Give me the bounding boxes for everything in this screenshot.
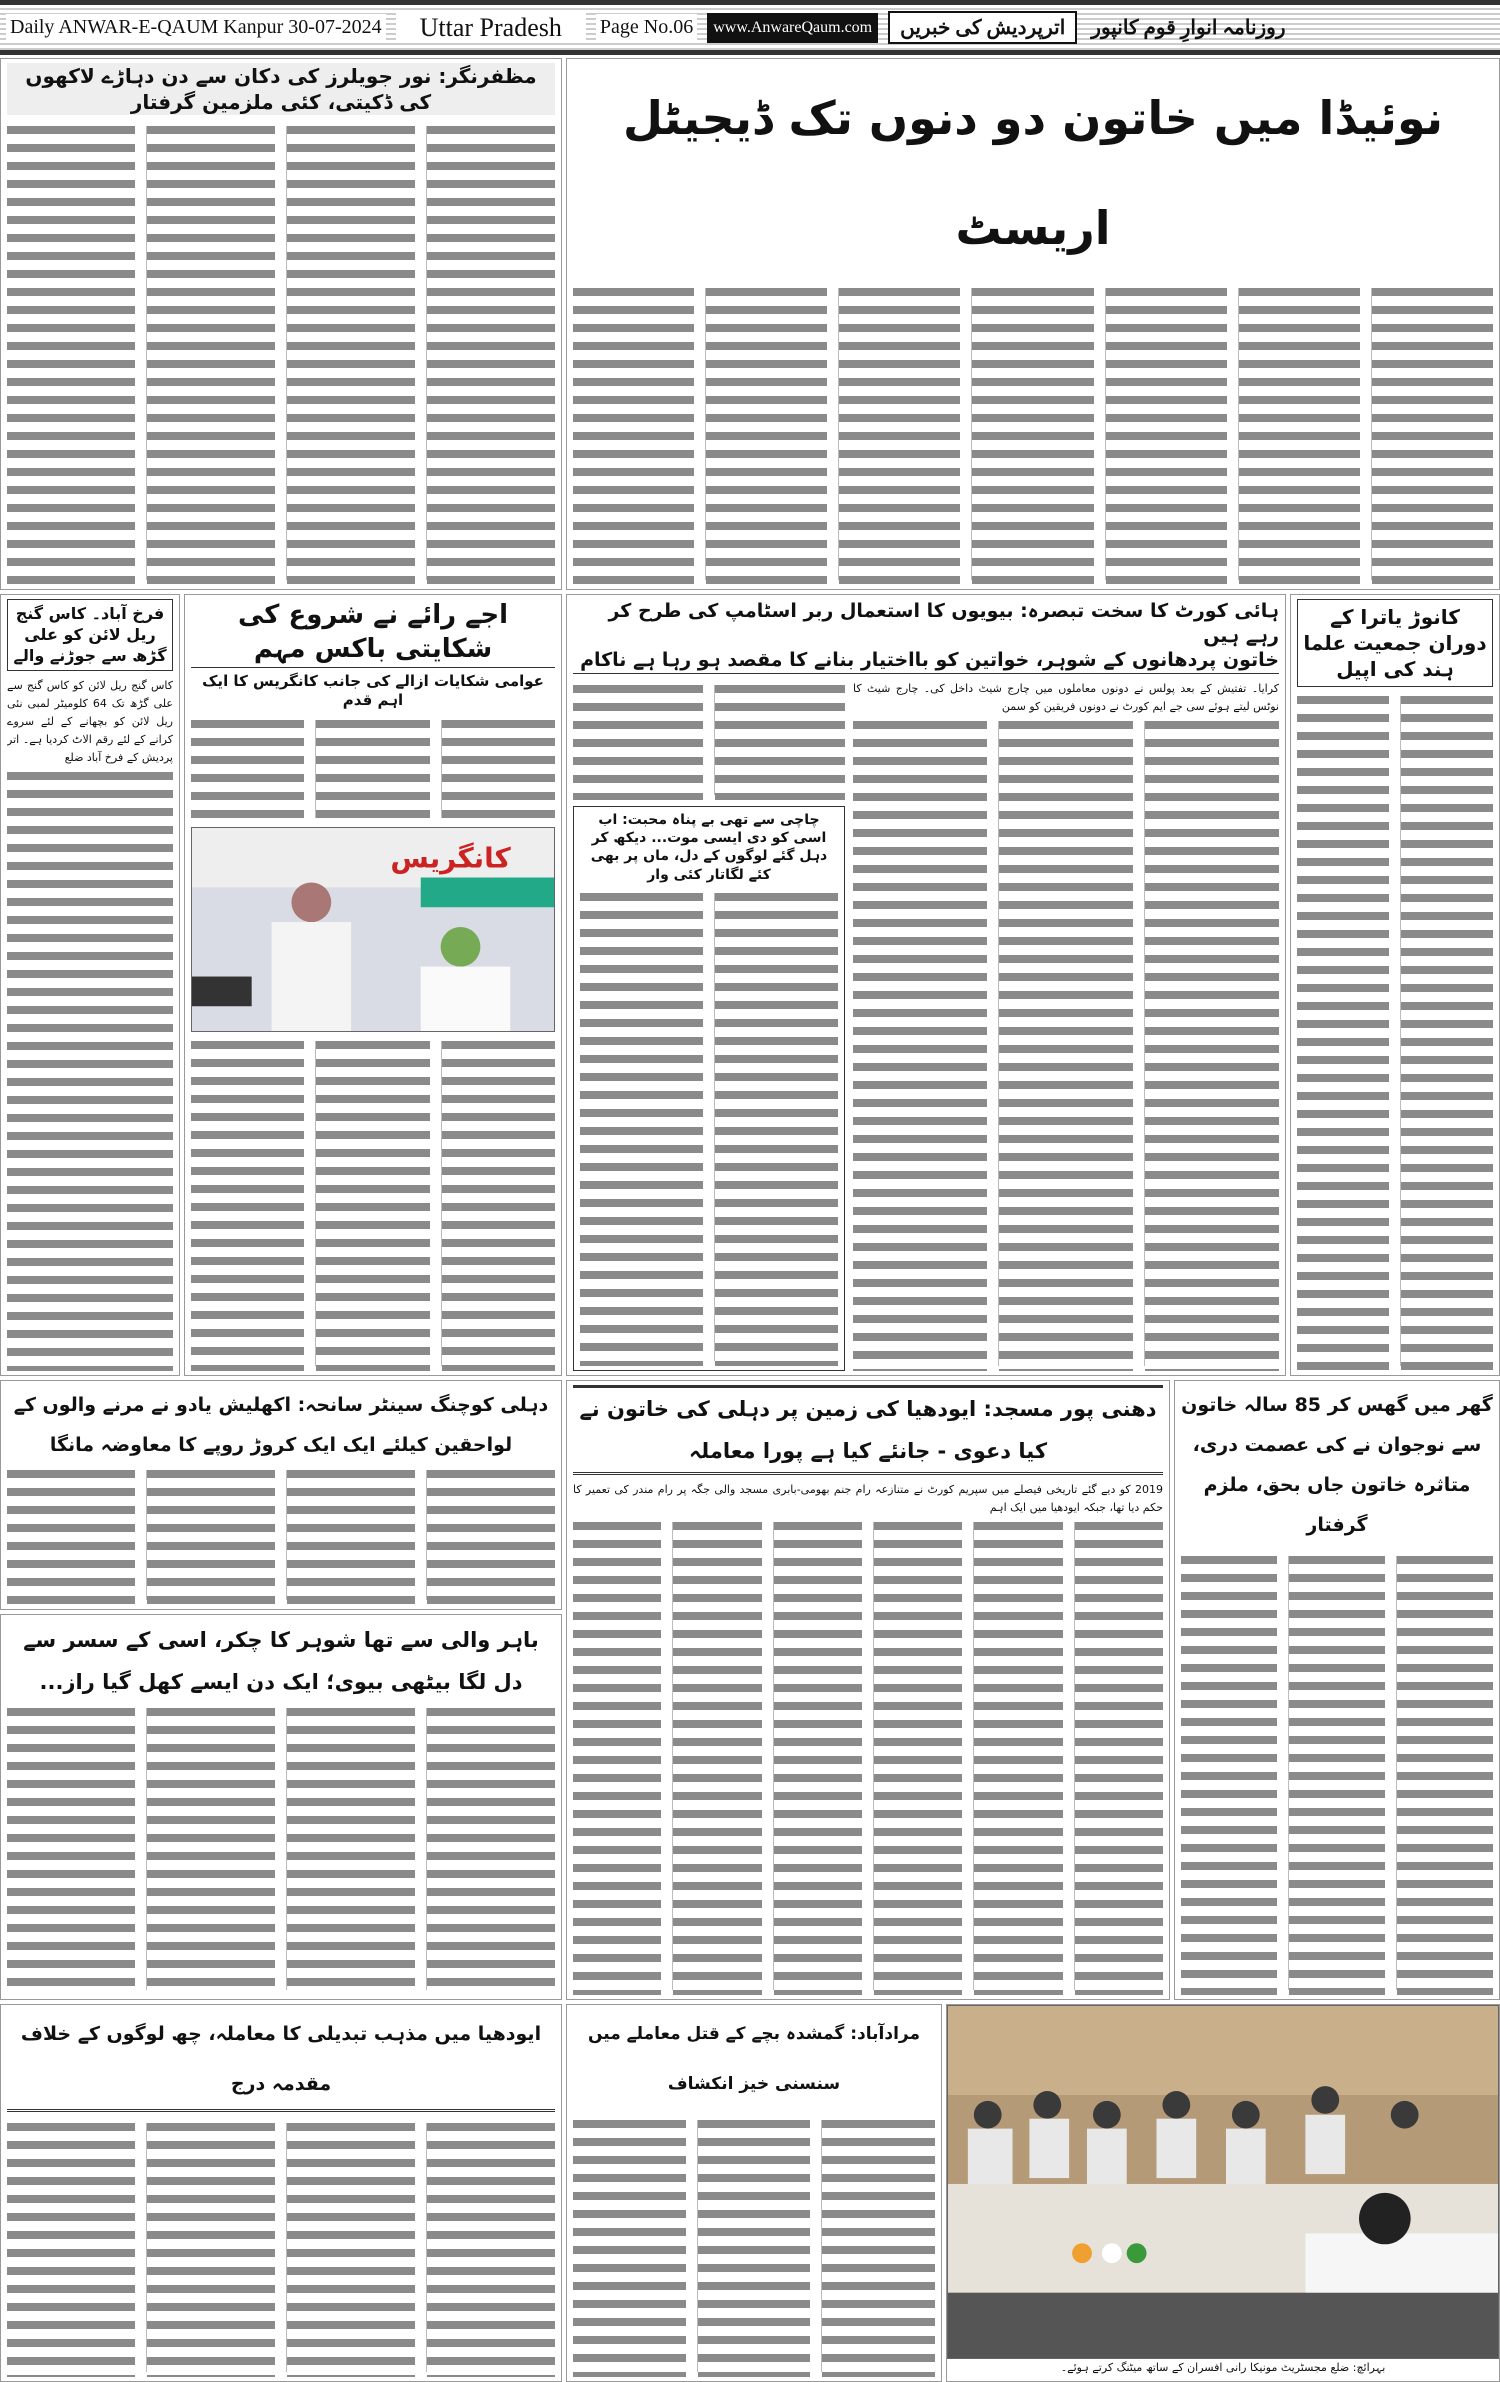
text-column xyxy=(573,283,694,585)
text-column xyxy=(1297,691,1389,1371)
text-column xyxy=(287,2118,415,2377)
story-farrukhabad xyxy=(0,594,180,1376)
text-column xyxy=(442,1036,555,1371)
story-bahrwali xyxy=(0,1614,562,2000)
text-column xyxy=(580,888,703,1366)
article-body xyxy=(7,2118,555,2377)
text-column xyxy=(822,2115,935,2377)
text-columns xyxy=(7,767,173,1371)
text-column xyxy=(573,1517,661,1995)
article-text: کاس گنج ریل لائن کو کاس گنج سے علی گڑھ تک 64 کلومیٹر لمبی نئی ریل لائن کو بچھانے کے لئے سروے کرانے کے لئے رقم الاٹ کردیا ہے۔ اتر پردیش کے فرخ آباد ضلع xyxy=(7,679,173,765)
photo-caption: بہرائچ: ضلع مجسٹریٹ مونیکا رانی افسران کے ساتھ میٹنگ کرتے ہوئے۔ xyxy=(1060,2361,1386,2374)
text-columns xyxy=(7,2118,555,2377)
article-body xyxy=(580,888,838,1366)
text-column xyxy=(427,2118,555,2377)
headline: نوئیڈا میں خاتون دو دنوں تک ڈیجیٹل اریسٹ xyxy=(622,91,1444,255)
article-body xyxy=(7,1703,555,1995)
story-dhanipur xyxy=(566,1380,1170,2000)
page-number: Page No.06 xyxy=(596,14,697,41)
story-delhi xyxy=(0,1380,562,1610)
text-column xyxy=(839,283,960,585)
text-columns xyxy=(573,2115,935,2377)
headline: مرادآباد: گمشدہ بچے کے قتل معاملے میں سنسنی خیز انکشاف xyxy=(587,2024,921,2094)
text-column xyxy=(427,1703,555,1995)
headline: باہر والی سے تھا شوہر کا چکر، اسی کے سسر سے دل لگا بیٹھی بیوی؛ ایک دن ایسے کھل گیا راز... xyxy=(23,1628,539,1694)
text-column xyxy=(7,767,173,1371)
headline: کانوڑ یاترا کے دوران جمعیت علما ہند کی اپیل xyxy=(1297,599,1493,687)
text-columns xyxy=(191,715,555,823)
text-column xyxy=(874,1517,962,1995)
headline: گھر میں گھس کر 85 سالہ خاتون سے نوجوان نے کی عصمت دری، متاثرہ خاتون جاں بحق، ملزم گرفتار xyxy=(1181,1394,1493,1536)
text-columns xyxy=(7,121,555,585)
headline: ایودھیا میں مذہب تبدیلی کا معاملہ، چھ لوگوں کے خلاف مقدمہ درج xyxy=(7,2009,555,2112)
text-columns xyxy=(573,1517,1163,1995)
text-column xyxy=(715,680,845,800)
text-column xyxy=(287,1465,415,1605)
section-title: Uttar Pradesh xyxy=(396,13,586,43)
text-columns xyxy=(1181,1551,1493,1995)
masthead xyxy=(0,0,1500,55)
text-column xyxy=(427,1465,555,1605)
text-columns xyxy=(580,888,838,1366)
headline: فرخ آباد۔ کاس گنج ریل لائن کو علی گڑھ سے جوڑنے والے xyxy=(7,599,173,671)
text-column xyxy=(147,121,275,585)
story-ayodhya xyxy=(0,2004,562,2382)
text-column xyxy=(573,680,703,800)
text-column xyxy=(427,121,555,585)
urdu-section-title: اترپردیش کی خبریں xyxy=(888,11,1077,44)
headline: ہائی کورٹ کا سخت تبصرہ: بیویوں کا استعمال ربر اسٹامپ کی طرح کر رہے ہیں xyxy=(608,600,1279,647)
story-highcourt xyxy=(566,594,1286,1376)
article-body xyxy=(573,283,1493,585)
text-column xyxy=(316,715,429,823)
article-body xyxy=(1181,1551,1493,1995)
text-column xyxy=(1106,283,1227,585)
article-body xyxy=(191,715,555,823)
headline-line-2: خاتون پردھانوں کے شوہر، خواتین کو بااختیار بنانے کا مقصد ہو رہا ہے ناکام xyxy=(573,648,1279,674)
article-body xyxy=(7,1465,555,1605)
headline: دھنی پور مسجد: ایودھیا کی زمین پر دہلی کی خاتون نے کیا دعوی - جانئے کیا ہے پورا معاملہ xyxy=(573,1385,1163,1475)
text-column xyxy=(316,1036,429,1371)
text-column xyxy=(1075,1517,1163,1995)
text-columns xyxy=(1297,691,1493,1371)
text-column xyxy=(7,121,135,585)
website-link[interactable]: www.AnwareQaum.com xyxy=(707,13,878,43)
text-column xyxy=(974,1517,1062,1995)
text-column xyxy=(442,715,555,823)
text-column xyxy=(1289,1551,1385,1995)
article-body-continued xyxy=(191,1036,555,1371)
article-body xyxy=(573,1481,1163,1995)
text-columns xyxy=(191,1036,555,1371)
text-column xyxy=(573,2115,686,2377)
headline: مظفرنگر: نور جویلرز کی دکان سے دن دہاڑے لاکھوں کی ڈکیتی، کئی ملزمین گرفتار xyxy=(7,63,555,115)
text-column xyxy=(774,1517,862,1995)
text-column xyxy=(698,2115,811,2377)
text-column xyxy=(1239,283,1360,585)
text-columns xyxy=(7,1703,555,1995)
text-column xyxy=(999,716,1133,1371)
newspaper-logo: روزنامہ انوارِ قوم کانپور xyxy=(1091,17,1286,39)
text-column xyxy=(1372,283,1493,585)
article-body xyxy=(7,677,173,1371)
headline: اجے رائے نے شروع کی شکایتی باکس مہم xyxy=(191,599,555,668)
text-column xyxy=(147,1465,275,1605)
article-body-top xyxy=(573,680,845,800)
text-column xyxy=(1397,1551,1493,1995)
text-columns xyxy=(7,1465,555,1605)
subheadline: عوامی شکایات ازالے کی جانب کانگریس کا ایک اہم قدم xyxy=(202,671,544,710)
text-column xyxy=(287,1703,415,1995)
article-text: 2019 کو دیے گئے تاریخی فیصلے میں سپریم کورٹ نے متنازعہ رام جنم بھومی-بابری مسجد والی جگہ پر رام مندر کی تعمیر کا حکم دیا تھا، جبکہ ایودھیا میں ایک اہم xyxy=(573,1483,1163,1514)
story-muzaffarnagar xyxy=(0,58,562,590)
article-body xyxy=(853,680,1279,1371)
text-column xyxy=(191,715,304,823)
story-congress xyxy=(184,594,562,1376)
text-columns xyxy=(573,283,1493,585)
story-kanwar xyxy=(1290,594,1500,1376)
meeting-photo-block xyxy=(946,2004,1500,2382)
text-column xyxy=(287,121,415,585)
headline: چاچی سے تھی بے پناہ محبت: اب اسی کو دی ایسی موت... دیکھ کر دہل گئے لوگوں کے دل، ماں پر بھی کئے لگاتار کئی وار xyxy=(590,812,828,883)
story-ghar xyxy=(1174,1380,1500,2000)
article-text: کرایا۔ تفتیش کے بعد پولس نے دونوں معاملوں میں چارج شیٹ داخل کی۔ چارج شیٹ کا نوٹس لیتے ہوئے سی جے ایم کورٹ نے دونوں فریقین کو سمن xyxy=(853,682,1279,714)
text-column xyxy=(673,1517,761,1995)
text-column xyxy=(7,1703,135,1995)
text-column xyxy=(7,2118,135,2377)
text-column xyxy=(7,1465,135,1605)
text-column xyxy=(715,888,838,1366)
text-columns xyxy=(573,680,845,800)
banner-text: کانگریس xyxy=(390,841,511,875)
text-column xyxy=(1181,1551,1277,1995)
text-column xyxy=(1145,716,1279,1371)
article-body xyxy=(7,121,555,585)
article-body xyxy=(1297,691,1493,1371)
text-columns xyxy=(853,716,1279,1371)
story-chachi xyxy=(573,806,845,1371)
text-column xyxy=(147,1703,275,1995)
text-column xyxy=(191,1036,304,1371)
edition-date: Daily ANWAR-E-QAUM Kanpur 30-07-2024 xyxy=(6,14,386,41)
story-moradabad xyxy=(566,2004,942,2382)
story-noida xyxy=(566,58,1500,590)
text-column xyxy=(972,283,1093,585)
article-body xyxy=(573,2115,935,2377)
headline: دہلی کوچنگ سینٹر سانحہ: اکھلیش یادو نے مرنے والوں کے لواحقین کیلئے ایک ایک کروڑ روپے کا معاوضہ مانگا xyxy=(13,1394,549,1456)
text-column xyxy=(147,2118,275,2377)
congress-event-photo xyxy=(191,827,555,1032)
text-column xyxy=(706,283,827,585)
text-column xyxy=(1401,691,1493,1371)
meeting-photo xyxy=(947,2005,1499,2359)
text-column xyxy=(853,716,987,1371)
